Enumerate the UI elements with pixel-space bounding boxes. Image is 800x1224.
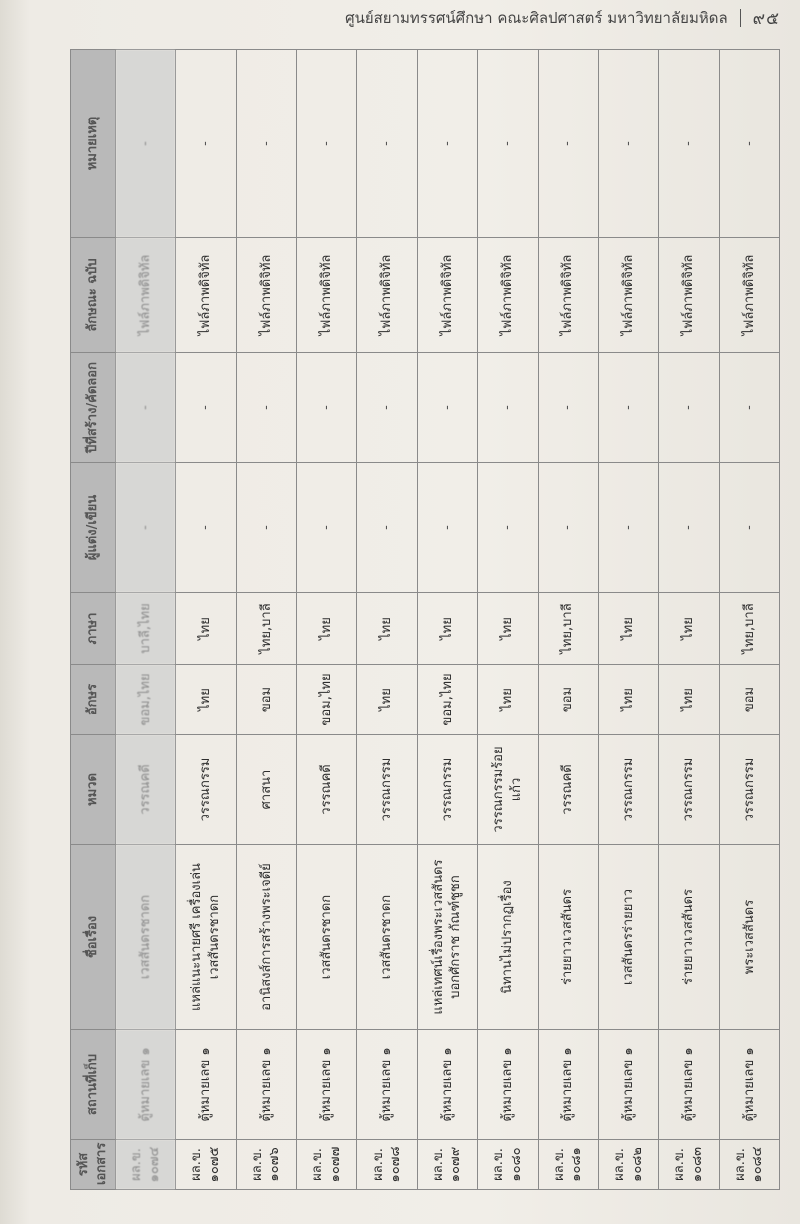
cell-year: - — [236, 353, 296, 463]
cell-code: ผล.ข. ๑๐๘๒ — [598, 1140, 658, 1190]
cell-script: ขอม — [719, 665, 779, 735]
cell-author: - — [659, 463, 719, 593]
cell-script: ไทย — [357, 665, 417, 735]
cell-author: - — [236, 463, 296, 593]
cell-format: ไฟล์ภาพดิจิทัล — [176, 238, 236, 353]
cell-location: ตู้หมายเลข ๑ — [659, 1030, 719, 1140]
cell-note: - — [598, 50, 658, 238]
rotated-table-area — [70, 50, 780, 1190]
cell-author: - — [478, 463, 538, 593]
col-header-year: ปีที่สร้าง/คัดลอก — [71, 353, 116, 463]
cell-note: - — [236, 50, 296, 238]
cell-code: ผล.ข. ๑๐๗๙ — [417, 1140, 477, 1190]
cell-code: ผล.ข. ๑๐๗๘ — [357, 1140, 417, 1190]
cell-language: ไทย — [357, 593, 417, 665]
table-header-row — [71, 50, 116, 1190]
cell-script: ไทย — [176, 665, 236, 735]
cell-language: ไทย,บาลี — [719, 593, 779, 665]
table-row — [417, 50, 477, 1190]
cell-category: วรรณคดี — [116, 735, 176, 845]
cell-author: - — [538, 463, 598, 593]
cell-category: วรรณคดี — [297, 735, 357, 845]
cell-location: ตู้หมายเลข ๑ — [176, 1030, 236, 1140]
table-row — [176, 50, 236, 1190]
table-row — [538, 50, 598, 1190]
cell-year: - — [538, 353, 598, 463]
cell-script: ขอม,ไทย — [116, 665, 176, 735]
cell-author: - — [719, 463, 779, 593]
cell-year: - — [478, 353, 538, 463]
cell-note: - — [538, 50, 598, 238]
cell-note: - — [116, 50, 176, 238]
cell-language: ไทย — [598, 593, 658, 665]
cell-code: ผล.ข. ๑๐๗๗ — [297, 1140, 357, 1190]
cell-title: เวสสันดรชาดก — [357, 845, 417, 1030]
cell-category: วรรณกรรม — [719, 735, 779, 845]
col-header-category: หมวด — [71, 735, 116, 845]
cell-author: - — [116, 463, 176, 593]
cell-year: - — [417, 353, 477, 463]
col-header-code: รหัส เอกสาร — [71, 1140, 116, 1190]
cell-code: ผล.ข. ๑๐๗๕ — [176, 1140, 236, 1190]
table-row — [116, 50, 176, 1190]
cell-script: ขอม — [538, 665, 598, 735]
cell-year: - — [357, 353, 417, 463]
cell-language: บาลี,ไทย — [116, 593, 176, 665]
cell-language: ไทย — [176, 593, 236, 665]
cell-title: เวสสันดรร่ายยาว — [598, 845, 658, 1030]
cell-author: - — [176, 463, 236, 593]
cell-language: ไทย,บาลี — [236, 593, 296, 665]
cell-title: แหล่เทศน์เรื่องพระเวสสันดร บอกศักราช กัณฑ์ชูชก — [417, 845, 477, 1030]
cell-format: ไฟล์ภาพดิจิทัล — [719, 238, 779, 353]
cell-format: ไฟล์ภาพดิจิทัล — [417, 238, 477, 353]
cell-script: ขอม,ไทย — [297, 665, 357, 735]
cell-format: ไฟล์ภาพดิจิทัล — [297, 238, 357, 353]
page-number: ๙๕ — [752, 8, 780, 29]
table-row — [598, 50, 658, 1190]
cell-language: ไทย — [297, 593, 357, 665]
cell-format: ไฟล์ภาพดิจิทัล — [236, 238, 296, 353]
cell-location: ตู้หมายเลข ๑ — [719, 1030, 779, 1140]
cell-note: - — [357, 50, 417, 238]
col-header-title: ชื่อเรื่อง — [71, 845, 116, 1030]
cell-code: ผล.ข. ๑๐๘๐ — [478, 1140, 538, 1190]
catalog-table — [70, 49, 780, 1190]
cell-location: ตู้หมายเลข ๑ — [598, 1030, 658, 1140]
cell-language: ไทย — [659, 593, 719, 665]
cell-location: ตู้หมายเลข ๑ — [538, 1030, 598, 1140]
rotated-table-frame — [70, 50, 780, 1190]
col-header-format: ลักษณะ ฉบับ — [71, 238, 116, 353]
cell-location: ตู้หมายเลข ๑ — [357, 1030, 417, 1140]
table-row — [659, 50, 719, 1190]
cell-author: - — [598, 463, 658, 593]
cell-script: ไทย — [478, 665, 538, 735]
cell-note: - — [659, 50, 719, 238]
cell-language: ไทย,บาลี — [538, 593, 598, 665]
cell-title: พระเวสสันดร — [719, 845, 779, 1030]
cell-category: วรรณกรรม — [357, 735, 417, 845]
table-row — [478, 50, 538, 1190]
table-row — [236, 50, 296, 1190]
cell-code: ผล.ข. ๑๐๘๑ — [538, 1140, 598, 1190]
cell-title: เวสสันดรชาดก — [116, 845, 176, 1030]
cell-language: ไทย — [417, 593, 477, 665]
header-title: ศูนย์สยามทรรศน์ศึกษา คณะศิลปศาสตร์ มหาวิทยาลัยมหิดล — [345, 9, 728, 27]
header-divider — [740, 9, 741, 27]
cell-note: - — [297, 50, 357, 238]
cell-category: วรรณกรรม — [417, 735, 477, 845]
cell-year: - — [116, 353, 176, 463]
col-header-location: สถานที่เก็บ — [71, 1030, 116, 1140]
table-row — [719, 50, 779, 1190]
cell-code: ผล.ข. ๑๐๗๖ — [236, 1140, 296, 1190]
table-row — [357, 50, 417, 1190]
cell-title: ร่ายยาวเวสสันดร — [659, 845, 719, 1030]
cell-location: ตู้หมายเลข ๑ — [478, 1030, 538, 1140]
cell-format: ไฟล์ภาพดิจิทัล — [538, 238, 598, 353]
cell-author: - — [297, 463, 357, 593]
cell-author: - — [357, 463, 417, 593]
cell-category: วรรณคดี — [538, 735, 598, 845]
cell-note: - — [478, 50, 538, 238]
table-row — [297, 50, 357, 1190]
col-header-note: หมายเหตุ — [71, 50, 116, 238]
cell-location: ตู้หมายเลข ๑ — [236, 1030, 296, 1140]
cell-title: อานิสงส์การสร้างพระเจดีย์ — [236, 845, 296, 1030]
cell-year: - — [659, 353, 719, 463]
cell-script: ไทย — [659, 665, 719, 735]
cell-format: ไฟล์ภาพดิจิทัล — [659, 238, 719, 353]
cell-location: ตู้หมายเลข ๑ — [116, 1030, 176, 1140]
cell-category: วรรณกรรมร้อยแก้ว — [478, 735, 538, 845]
cell-script: ขอม,ไทย — [417, 665, 477, 735]
cell-year: - — [719, 353, 779, 463]
cell-year: - — [176, 353, 236, 463]
page-header — [345, 6, 780, 30]
cell-location: ตู้หมายเลข ๑ — [417, 1030, 477, 1140]
col-header-script: อักษร — [71, 665, 116, 735]
cell-title: เวสสันดรชาดก — [297, 845, 357, 1030]
cell-script: ขอม — [236, 665, 296, 735]
cell-note: - — [417, 50, 477, 238]
cell-format: ไฟล์ภาพดิจิทัล — [357, 238, 417, 353]
cell-author: - — [417, 463, 477, 593]
cell-code: ผล.ข. ๑๐๘๓ — [659, 1140, 719, 1190]
cell-note: - — [176, 50, 236, 238]
cell-category: วรรณกรรม — [659, 735, 719, 845]
cell-category: วรรณกรรม — [176, 735, 236, 845]
cell-title: นิทานไม่ปรากฏเรื่อง — [478, 845, 538, 1030]
cell-script: ไทย — [598, 665, 658, 735]
cell-location: ตู้หมายเลข ๑ — [297, 1030, 357, 1140]
cell-category: วรรณกรรม — [598, 735, 658, 845]
cell-format: ไฟล์ภาพดิจิทัล — [478, 238, 538, 353]
cell-language: ไทย — [478, 593, 538, 665]
cell-note: - — [719, 50, 779, 238]
cell-year: - — [297, 353, 357, 463]
cell-title: ร่ายยาวเวสสันดร — [538, 845, 598, 1030]
cell-category: ศาสนา — [236, 735, 296, 845]
col-header-language: ภาษา — [71, 593, 116, 665]
cell-code: ผล.ข. ๑๐๗๔ — [116, 1140, 176, 1190]
cell-title: แหล่แนะนายศรี เครื่องเล่น เวสสันดรชาดก — [176, 845, 236, 1030]
cell-format: ไฟล์ภาพดิจิทัล — [116, 238, 176, 353]
cell-year: - — [598, 353, 658, 463]
cell-format: ไฟล์ภาพดิจิทัล — [598, 238, 658, 353]
cell-code: ผล.ข. ๑๐๘๔ — [719, 1140, 779, 1190]
col-header-author: ผู้แต่ง/เขียน — [71, 463, 116, 593]
